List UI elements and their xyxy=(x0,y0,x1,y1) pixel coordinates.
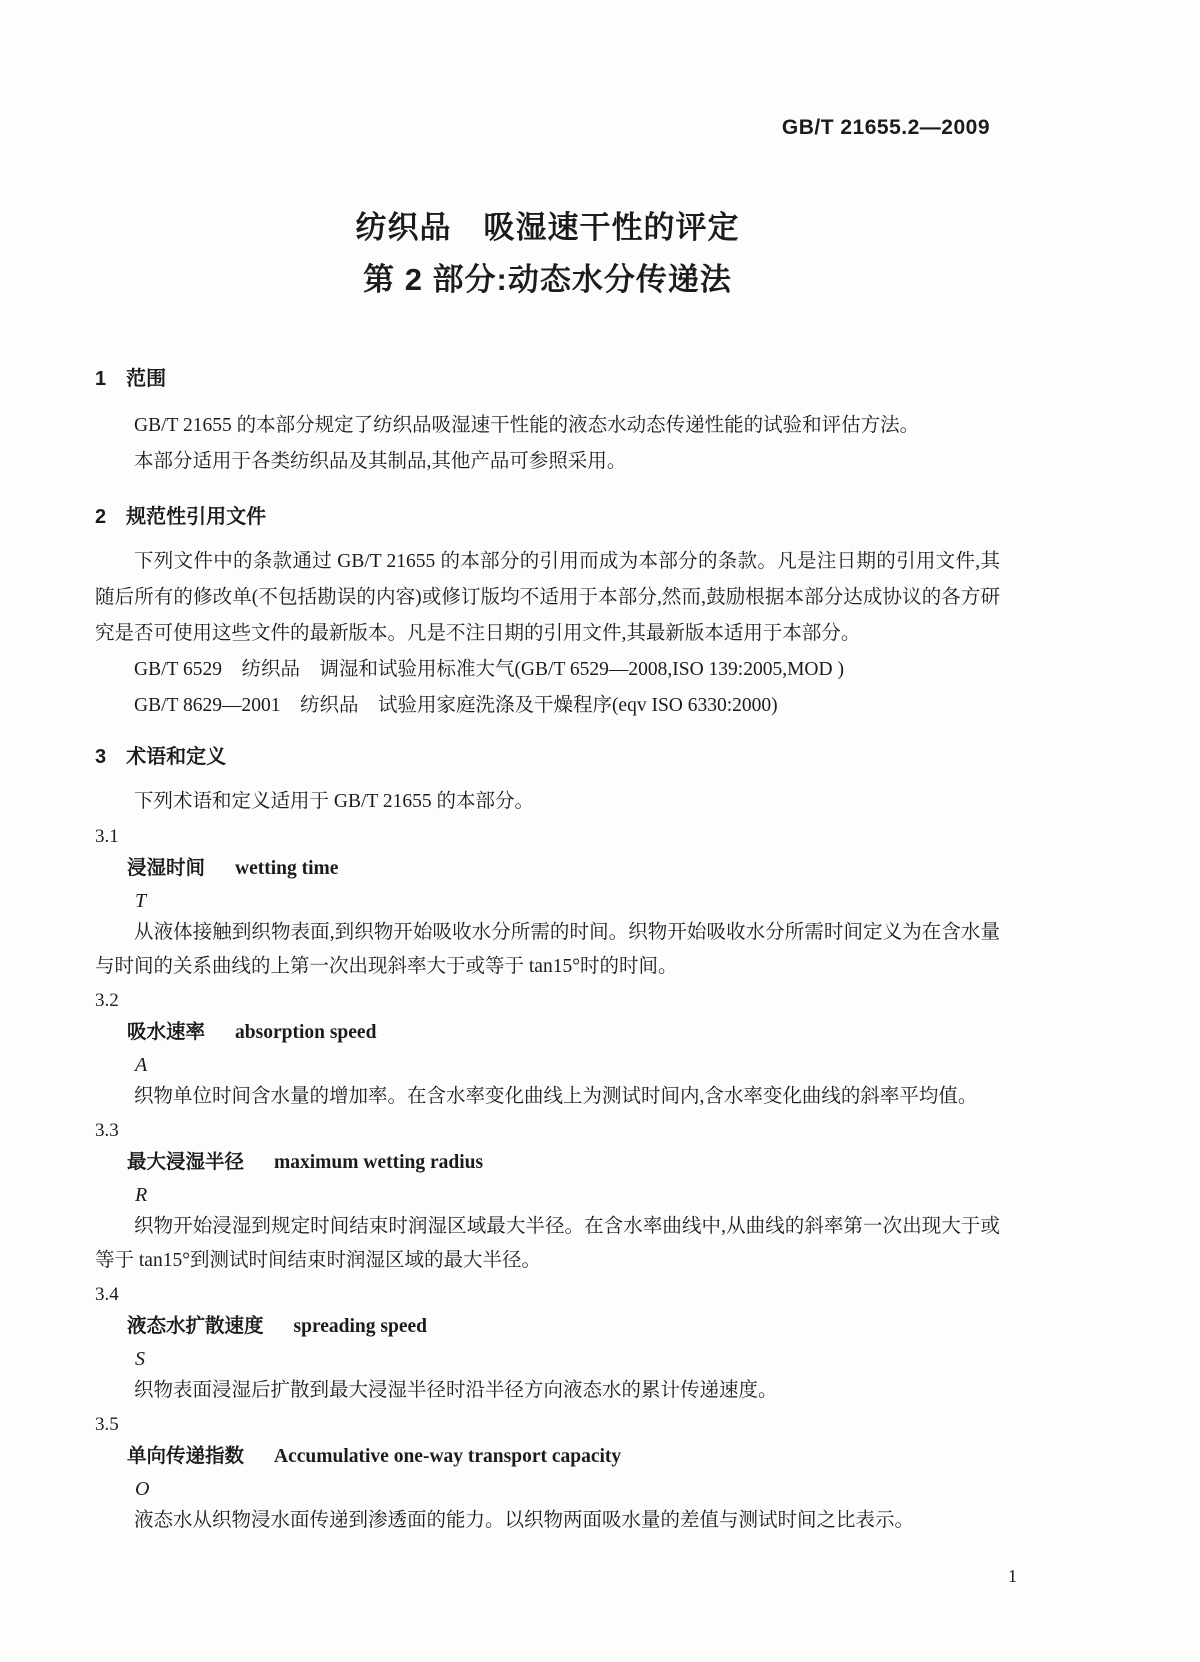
term-symbol: A xyxy=(135,1054,148,1076)
term-definition: 织物单位时间含水量的增加率。在含水率变化曲线上为测试时间内,含水率变化曲线的斜率平均值。 xyxy=(134,1086,978,1107)
term-heading xyxy=(95,852,1000,886)
term-3-5 xyxy=(95,1410,1000,1538)
term-3-4 xyxy=(95,1280,1000,1408)
term-name-zh: 浸湿时间 xyxy=(127,857,206,879)
standard-code: GB/T 21655.2—2009 xyxy=(781,116,990,139)
page-content xyxy=(95,0,1000,1538)
term-symbol: O xyxy=(135,1478,150,1500)
term-name-en: spreading speed xyxy=(293,1316,427,1337)
term-definition: 液态水从织物浸水面传递到渗透面的能力。以织物两面吸水量的差值与测试时间之比表示。 xyxy=(134,1510,915,1531)
term-number: 3.5 xyxy=(95,1414,119,1435)
section-1-heading: 1 范围 xyxy=(95,368,167,390)
term-name-zh: 液态水扩散速度 xyxy=(127,1315,264,1337)
title-line-2: 第 2 部分:动态水分传递法 xyxy=(363,262,732,297)
term-definition: 从液体接触到织物表面,到织物开始吸收水分所需的时间。织物开始吸收水分所需时间定义为在含水量与时间的关系曲线的上第一次出现斜率大于或等于 tan15°时的时间。 xyxy=(95,922,1000,977)
page-number: 1 xyxy=(1008,1566,1017,1586)
term-name-en: absorption speed xyxy=(235,1022,377,1043)
document-title xyxy=(95,202,1000,306)
term-symbol: T xyxy=(135,890,147,912)
section-3-heading: 3 术语和定义 xyxy=(95,746,227,768)
term-3-2 xyxy=(95,986,1000,1114)
term-name-en: wetting time xyxy=(235,858,339,879)
term-heading xyxy=(95,1016,1000,1050)
section-1-paragraph-2: 本部分适用于各类纺织品及其制品,其他产品可参照采用。 xyxy=(134,451,627,472)
term-name-zh: 单向传递指数 xyxy=(127,1445,245,1467)
section-2-heading: 2 规范性引用文件 xyxy=(95,506,267,528)
section-3-intro: 下列术语和定义适用于 GB/T 21655 的本部分。 xyxy=(134,791,534,812)
term-heading xyxy=(95,1440,1000,1474)
title-line-1: 纺织品 吸湿速干性的评定 xyxy=(355,210,740,245)
section-2-paragraph-1: 下列文件中的条款通过 GB/T 21655 的本部分的引用而成为本部分的条款。凡是注日期的引用文件,其随后所有的修改单(不包括勘误的内容)或修订版均不适用于本部分,然而,鼓励根据本部分达成协议的各方研究是否可使用这些文件的最新版本。凡是不注日期的引用文件,其最新版本适用于本部分。 xyxy=(95,551,1000,644)
section-1-paragraph-1: GB/T 21655 的本部分规定了纺织品吸湿速干性能的液态水动态传递性能的试验和评估方法。 xyxy=(134,415,920,436)
term-3-1 xyxy=(95,822,1000,984)
term-name-en: Accumulative one-way transport capacity xyxy=(274,1446,622,1467)
term-name-zh: 吸水速率 xyxy=(127,1021,206,1043)
term-definition: 织物开始浸湿到规定时间结束时润湿区域最大半径。在含水率曲线中,从曲线的斜率第一次出现大于或等于 tan15°到测试时间结束时润湿区域的最大半径。 xyxy=(95,1216,1000,1271)
term-number: 3.1 xyxy=(95,826,119,847)
term-number: 3.3 xyxy=(95,1120,119,1141)
term-heading xyxy=(95,1310,1000,1344)
term-number: 3.4 xyxy=(95,1284,119,1305)
normative-reference-2: GB/T 8629—2001 纺织品 试验用家庭洗涤及干燥程序(eqv ISO 6330:2000) xyxy=(134,695,778,716)
term-definition: 织物表面浸湿后扩散到最大浸湿半径时沿半径方向液态水的累计传递速度。 xyxy=(134,1380,778,1401)
term-heading xyxy=(95,1146,1000,1180)
term-name-en: maximum wetting radius xyxy=(274,1152,484,1173)
term-symbol: S xyxy=(135,1348,145,1370)
term-symbol: R xyxy=(135,1184,148,1206)
term-name-zh: 最大浸湿半径 xyxy=(127,1151,245,1173)
normative-reference-1: GB/T 6529 纺织品 调湿和试验用标准大气(GB/T 6529—2008,ISO 139:2005,MOD ) xyxy=(134,659,844,680)
term-3-3 xyxy=(95,1116,1000,1278)
term-number: 3.2 xyxy=(95,990,119,1011)
